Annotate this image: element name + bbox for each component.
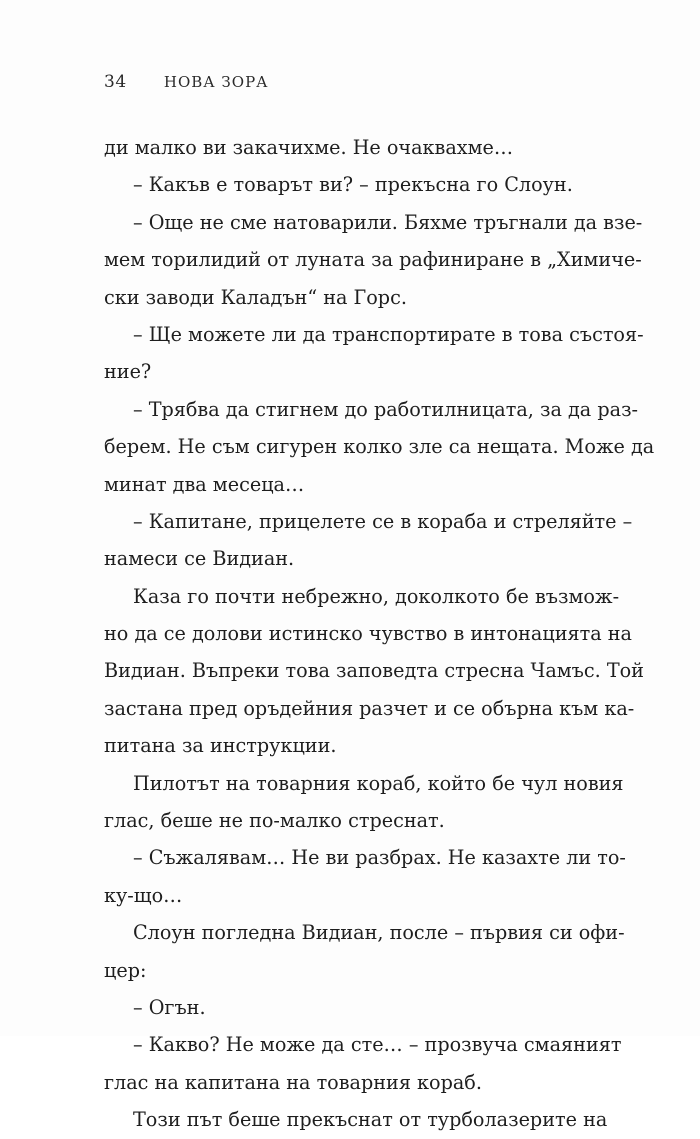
text-line: – Ще можете ли да транспортирате в това състоя- bbox=[133, 322, 644, 346]
text-line: Видиан. Въпреки това заповедта стресна Чамъс. Той bbox=[104, 659, 644, 683]
text-line: ку-що… bbox=[104, 883, 183, 907]
text-line: – Какъв е товарът ви? – прекъсна го Слоун. bbox=[133, 173, 573, 197]
text-line: Слоун погледна Видиан, после – първия си офи- bbox=[133, 921, 625, 945]
text-line: – Още не сме натоварили. Бяхме тръгнали да взе- bbox=[133, 210, 643, 234]
text-line: но да се долови истинско чувство в интонацията на bbox=[104, 622, 632, 646]
book-title: НОВА ЗОРА bbox=[163, 73, 269, 91]
text-line: берем. Не съм сигурен колко зле са нещата. Може да bbox=[104, 435, 655, 459]
text-line: глас, беше не по-малко стреснат. bbox=[104, 809, 445, 833]
text-line: – Какво? Не може да сте… – прозвуча смаяният bbox=[133, 1033, 622, 1057]
text-line: мем торилидий от луната за рафиниране в „Химиче- bbox=[104, 248, 642, 272]
text-line: минат два месеца… bbox=[104, 472, 305, 496]
text-line: – Трябва да стигнем до работилницата, за да раз- bbox=[133, 397, 639, 421]
text-line: – Огън. bbox=[133, 995, 206, 1019]
text-line: застана пред оръдейния разчет и се обърна към ка- bbox=[104, 696, 635, 720]
text-line: – Съжалявам… Не ви разбрах. Не казахте ли то- bbox=[133, 846, 626, 870]
text-line: – Капитане, прицелете се в кораба и стреляйте – bbox=[133, 509, 633, 533]
text-line: Този път беше прекъснат от турболазерите на bbox=[133, 1108, 608, 1132]
text-line: ски заводи Каладън“ на Горс. bbox=[104, 285, 407, 309]
text-line: Пилотът на товарния кораб, който бе чул новия bbox=[133, 771, 624, 795]
text-line: цер: bbox=[104, 958, 147, 982]
text-line: Каза го почти небрежно, доколкото бе възмож- bbox=[133, 584, 620, 608]
text-line: намеси се Видиан. bbox=[104, 547, 295, 571]
text-line: глас на капитана на товарния кораб. bbox=[104, 1070, 482, 1094]
body-text bbox=[104, 129, 655, 1139]
page-number: 34 bbox=[104, 72, 127, 92]
text-line: питана за инструкции. bbox=[104, 734, 337, 758]
running-header bbox=[104, 72, 269, 92]
text-line: ние? bbox=[104, 360, 152, 384]
text-line: ди малко ви закачихме. Не очаквахме… bbox=[104, 136, 514, 159]
